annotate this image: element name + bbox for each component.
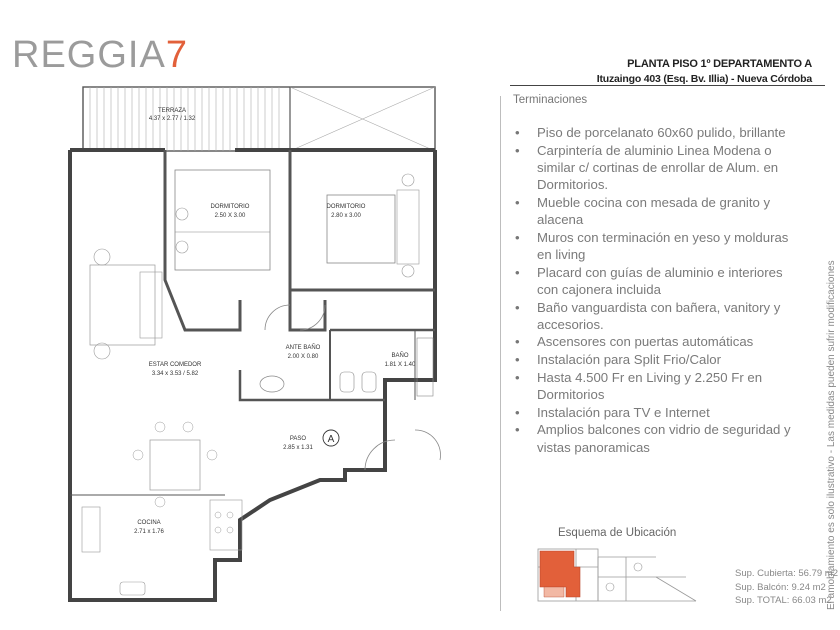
list-item: • Hasta 4.500 Fr en Living y 2.250 Fr en Dormitorios — [512, 369, 794, 403]
esquema-title: Esquema de Ubicación — [558, 527, 677, 539]
door-swing — [415, 430, 441, 460]
room-dims-dormitorio-1: 2.50 X 3.00 — [214, 213, 246, 219]
list-item: • Amplios balcones con vidrio de seguridad y vistas panoramicas — [512, 421, 794, 455]
fridge — [82, 507, 100, 552]
room-name-ante-bano: ANTE BAÑO — [285, 345, 321, 351]
door-swing — [265, 305, 290, 330]
disclaimer-text: El amoblamiento es solo ilustrativo - Las medidas pueden sufrir modificaciones — [826, 260, 837, 610]
terminaciones-title: Terminaciones — [513, 94, 588, 106]
plan-header — [597, 58, 812, 85]
list-item: • Mueble cocina con mesada de granito y alacena — [512, 194, 794, 228]
room-name-bano: BAÑO — [391, 353, 409, 359]
bathtub — [417, 338, 433, 396]
room-name-terraza: TERRAZA — [157, 108, 187, 114]
room-dims-ante-bano: 2.00 X 0.80 — [287, 354, 319, 360]
bidet — [362, 372, 376, 392]
list-item: • Baño vanguardista con bañera, vanitory y accesorios. — [512, 299, 794, 333]
room-dims-bano: 1.81 X 1.40 — [384, 362, 416, 368]
area-balcon: Sup. Balcón: 9.24 m2 — [735, 581, 826, 593]
logo-main-text: REGGIA — [12, 34, 166, 76]
list-item: • Piso de porcelanato 60x60 pulido, brillante — [512, 124, 794, 141]
area-summary — [735, 567, 838, 608]
header-divider — [510, 85, 825, 86]
area-cubierta: Sup. Cubierta: 56.79 m2 — [735, 568, 838, 579]
kitchen-sink — [120, 582, 145, 595]
column-divider — [500, 96, 501, 611]
room-name-estar: ESTAR COMEDOR — [148, 362, 202, 368]
plan-address: Ituzaingo 403 (Esq. Bv. Illia) - Nueva Córdoba — [596, 73, 812, 85]
list-item: • Instalación para TV e Internet — [512, 404, 794, 421]
room-name-dormitorio-1: DORMITORIO — [210, 204, 250, 210]
terrace-railing — [90, 87, 435, 151]
door-swing — [300, 305, 325, 330]
room-dims-dormitorio-2: 2.80 x 3.00 — [331, 213, 361, 219]
area-total: Sup. TOTAL: 66.03 m2 — [735, 595, 832, 607]
toilet — [340, 372, 354, 392]
kitchen-counter — [210, 500, 242, 550]
room-dims-estar: 3.34 x 3.53 / 5.82 — [151, 371, 199, 377]
room-name-paso: PASO — [289, 436, 307, 442]
sofa — [90, 265, 155, 345]
room-dims-paso: 2.85 x 1.31 — [283, 445, 313, 451]
dining-table — [150, 440, 200, 490]
room-name-dormitorio-2: DORMITORIO — [326, 204, 366, 210]
wardrobe — [397, 190, 419, 264]
room-dims-terraza: 4.37 x 2.77 / 1.32 — [148, 116, 196, 122]
list-item: • Placard con guías de aluminio e interiores con cajonera incluida — [512, 264, 794, 298]
list-item: • Ascensores con puertas automáticas — [512, 333, 794, 350]
list-item: • Muros con terminación en yeso y molduras en living — [512, 229, 794, 263]
list-item: • Carpintería de aluminio Linea Modena o similar c/ cortinas de enrollar de Alum. en Dormitorios. — [512, 142, 794, 194]
list-item: • Instalación para Split Frio/Calor — [512, 351, 794, 368]
plan-title: PLANTA PISO 1º DEPARTAMENTO A — [627, 58, 812, 70]
location-diagram — [536, 547, 728, 603]
washbasin — [260, 376, 284, 392]
bed-1 — [175, 170, 270, 270]
room-dims-cocina: 2.71 x 1.76 — [134, 529, 164, 535]
terminaciones-list — [512, 124, 794, 456]
door-swing — [365, 440, 395, 470]
room-name-cocina: COCINA — [137, 520, 161, 526]
unit-marker-label: A — [327, 434, 335, 445]
logo-accent-text: 7 — [165, 34, 188, 76]
